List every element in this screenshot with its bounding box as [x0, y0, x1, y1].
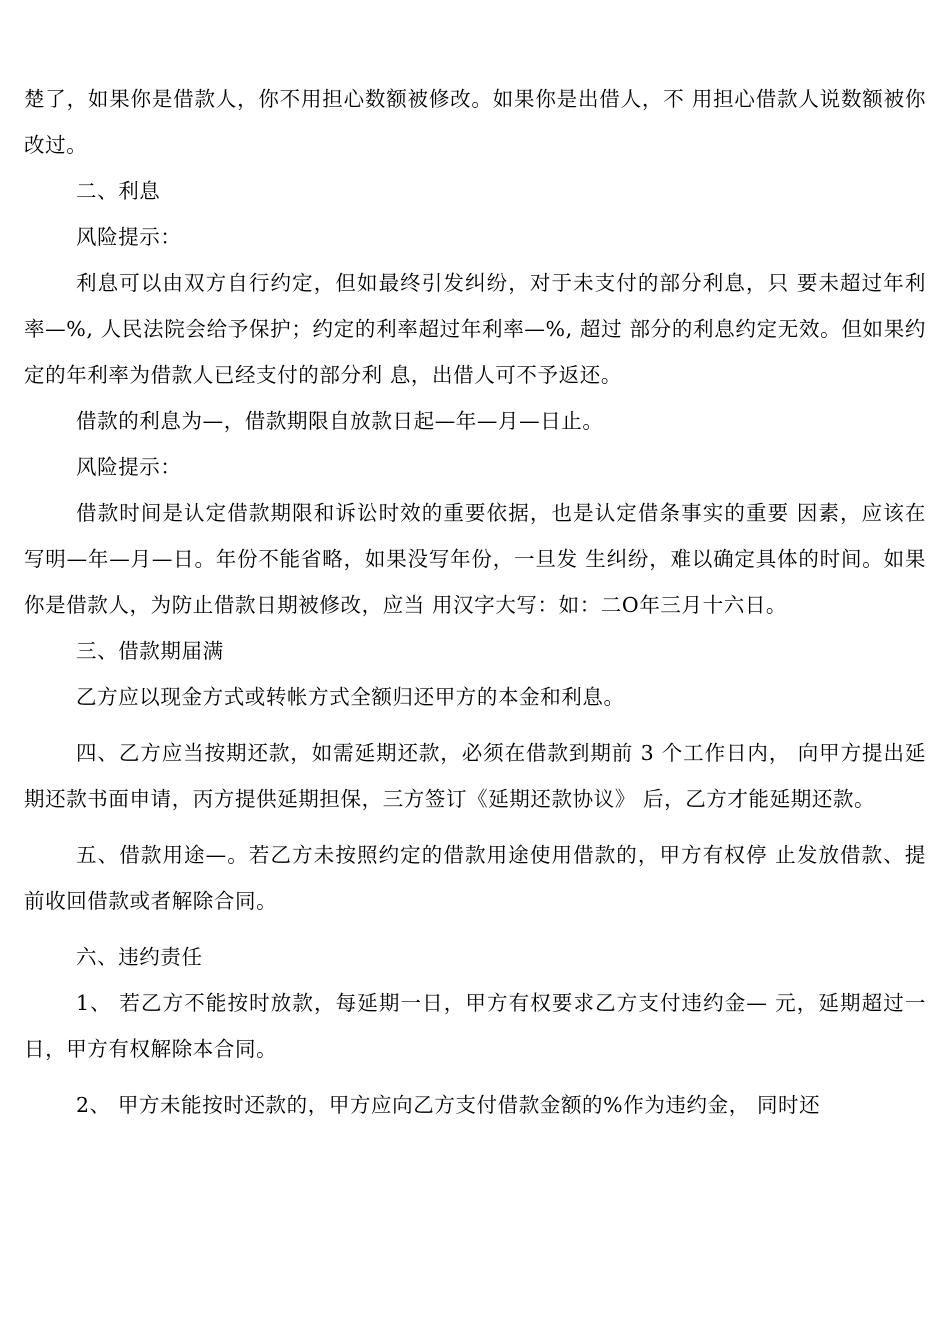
loan-time-risk-paragraph: 借款时间是认定借款期限和诉讼时效的重要依据，也是认定借条事实的重要 因素，应该在写明—年—月—日。年份不能省略，如果没写年份，一旦发 生纠纷，难以确定具体的时间。如果你是借款人，为防止借款日期被修改，应当 用汉字大写：如：二O年三月十六日。 [24, 501, 926, 617]
risk-notice-label: 风险提示： [76, 225, 182, 249]
interest-term-paragraph: 借款的利息为—，借款期限自放款日起—年—月—日止。 [76, 409, 604, 433]
risk-notice-label: 风险提示： [76, 455, 182, 479]
interest-risk-paragraph: 利息可以由双方自行约定，但如最终引发纠纷，对于未支付的部分利息，只 要未超过年利率—%, 人民法院会给予保护；约定的利率超过年利率—%, 超过 部分的利息约定无效。但如果约定的年利率为借款人已经支付的部分利 息，出借人可不予返还。 [24, 271, 926, 387]
section-heading-breach: 六、违约责任 [76, 945, 203, 969]
paragraph-continuation: 楚了，如果你是借款人，你不用担心数额被修改。如果你是出借人，不 用担心借款人说数额被你改过。 [24, 87, 926, 157]
breach-clause-1: 1、 若乙方不能按时放款，每延期一日，甲方有权要求乙方支付违约金— 元，延期超过一日，甲方有权解除本合同。 [24, 991, 926, 1061]
section-extension-paragraph: 四、乙方应当按期还款，如需延期还款，必须在借款到期前 3 个工作日内， 向甲方提出延期还款书面申请，丙方提供延期担保，三方签订《延期还款协议》 后，乙方才能延期还款。 [24, 741, 926, 811]
section-loan-purpose-paragraph: 五、借款用途—。若乙方未按照约定的借款用途使用借款的，甲方有权停 止发放借款、提前收回借款或者解除合同。 [24, 843, 926, 913]
section-heading-interest: 二、利息 [76, 179, 161, 203]
repayment-method-paragraph: 乙方应以现金方式或转帐方式全额归还甲方的本金和利息。 [76, 685, 625, 709]
breach-clause-2: 2、 甲方未能按时还款的，甲方应向乙方支付借款金额的%作为违约金， 同时还 [76, 1093, 821, 1117]
document-page [24, 76, 926, 1128]
section-heading-maturity: 三、借款期届满 [76, 639, 224, 663]
